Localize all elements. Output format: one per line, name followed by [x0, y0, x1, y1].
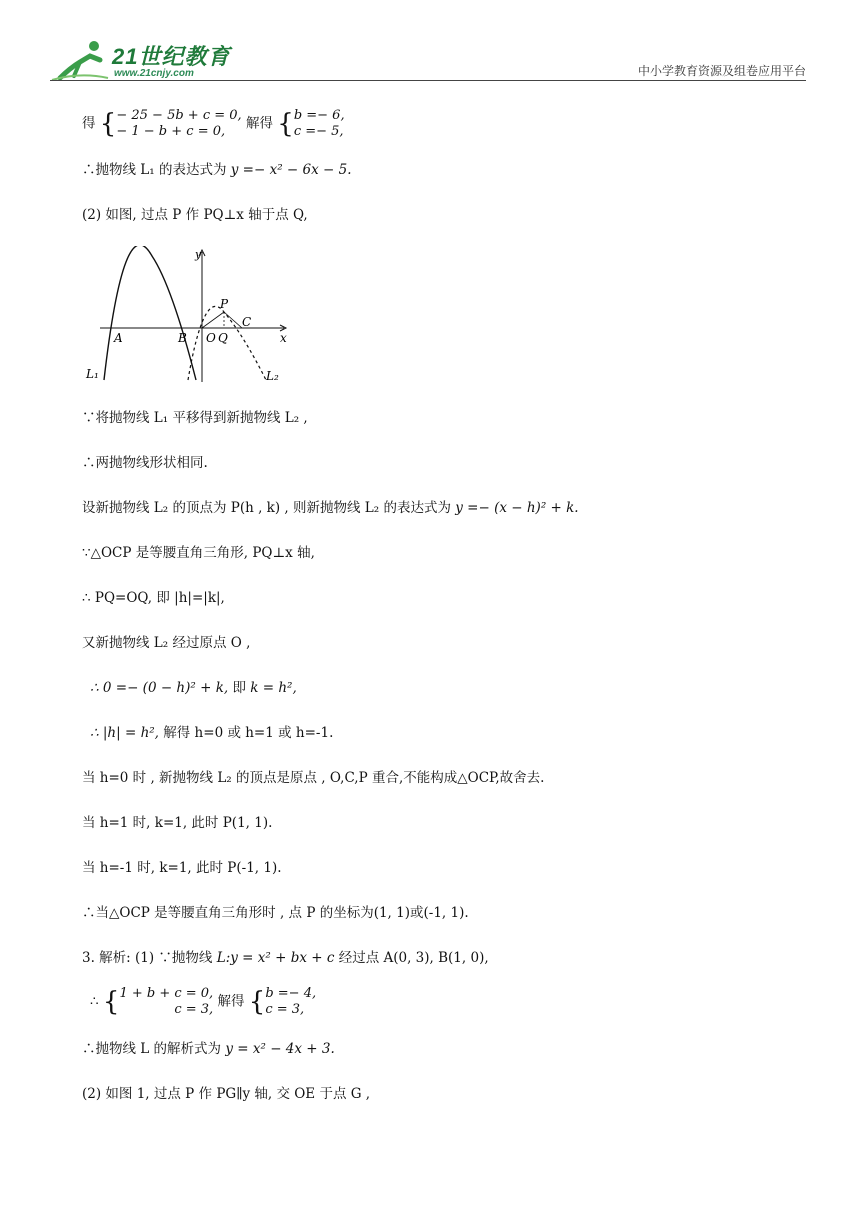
- formula: y =− (x − h)² + k.: [455, 500, 579, 516]
- line-3: (2) 如图, 过点 P 作 PQ⊥x 轴于点 Q,: [82, 207, 308, 223]
- line-18: [82, 1040, 335, 1058]
- formula: y = x² − 4x + 3.: [225, 1041, 335, 1057]
- label-C: C: [242, 315, 252, 329]
- line-10: [90, 679, 297, 697]
- line-16: [82, 949, 489, 967]
- equation-system-2: { b =− 6, c =− 5,: [277, 108, 345, 139]
- text: 解得: [217, 993, 245, 1010]
- label-Q: Q: [218, 331, 228, 345]
- segment-PC: [224, 312, 242, 328]
- text: ∴抛物线 L 的解析式为: [82, 1041, 222, 1057]
- label-L1: L₁: [86, 367, 99, 381]
- equation-row: c = 3,: [265, 1002, 305, 1017]
- line-1: [82, 108, 345, 140]
- label-B: B: [178, 331, 187, 345]
- text: 得: [82, 115, 96, 132]
- label-P: P: [220, 297, 229, 311]
- text: ∴: [90, 993, 99, 1010]
- line-11: [90, 724, 333, 742]
- label-y: y: [195, 248, 202, 261]
- parabola-L1: [104, 246, 196, 380]
- equation-row: − 25 − 5b + c = 0,: [116, 108, 242, 123]
- site-name: 中小学教育资源及组卷应用平台: [637, 64, 806, 78]
- equation-row: b =− 6,: [293, 108, 345, 123]
- logo: [50, 38, 240, 84]
- text: 即: [232, 680, 246, 696]
- label-A: A: [114, 331, 123, 345]
- equation-row: 1 + b + c = 0,: [119, 986, 214, 1001]
- line-19: (2) 如图 1, 过点 P 作 PG∥y 轴, 交 OE 于点 G ,: [82, 1086, 371, 1102]
- page-header: [50, 32, 806, 84]
- label-O: O: [206, 331, 216, 345]
- line-9: 又新抛物线 L₂ 经过原点 O ,: [82, 635, 251, 651]
- line-6: [82, 499, 579, 517]
- equation-row: b =− 4,: [265, 986, 317, 1001]
- text: 设新抛物线 L₂ 的顶点为 P(h , k) , 则新抛物线 L₂ 的表达式为: [82, 500, 451, 516]
- header-divider: [50, 80, 806, 81]
- line-2: [82, 161, 352, 179]
- equation-system-3: { 1 + b + c = 0, c = 3,: [102, 986, 214, 1017]
- formula: y =− x² − 6x − 5.: [230, 162, 352, 178]
- text: 经过点 A(0, 3), B(1, 0),: [338, 950, 489, 966]
- logo-text: 21世纪教育: [112, 44, 231, 69]
- formula: L:y = x² + bx + c: [216, 950, 335, 966]
- line-5: ∴两抛物线形状相同.: [82, 455, 208, 471]
- line-15: ∴当△OCP 是等腰直角三角形时 , 点 P 的坐标为(1, 1)或(-1, 1).: [82, 905, 469, 921]
- equation-row: c =− 5,: [293, 124, 344, 139]
- line-14: 当 h=-1 时, k=1, 此时 P(-1, 1).: [82, 860, 282, 876]
- equation-system-1: { − 25 − 5b + c = 0, − 1 − b + c = 0,: [99, 108, 242, 139]
- parabola-figure: [84, 246, 294, 386]
- line-4: ∵将抛物线 L₁ 平移得到新抛物线 L₂ ,: [82, 410, 308, 426]
- text: 3. 解析: (1) ∵抛物线: [82, 950, 213, 966]
- runner-logo-icon: [50, 38, 110, 82]
- text: 解得 h=0 或 h=1 或 h=-1.: [163, 725, 334, 741]
- formula: k = h²,: [250, 680, 297, 696]
- label-L2: L₂: [266, 369, 279, 383]
- label-x: x: [280, 331, 287, 345]
- text: 解得: [245, 115, 273, 132]
- line-12: 当 h=0 时 , 新抛物线 L₂ 的顶点是原点 , O,C,P 重合,不能构成△OCP,故舍去.: [82, 770, 545, 786]
- equation-row: − 1 − b + c = 0,: [116, 124, 226, 139]
- formula: ∴ |h| = h²,: [90, 725, 159, 741]
- equation-row: c = 3,: [174, 1002, 214, 1017]
- line-8: ∴ PQ=OQ, 即 |h|=|k|,: [82, 590, 225, 606]
- equation-system-4: { b =− 4, c = 3,: [248, 986, 317, 1017]
- text: ∴抛物线 L₁ 的表达式为: [82, 162, 227, 178]
- formula: ∴ 0 =− (0 − h)² + k,: [90, 680, 229, 696]
- logo-subtext: www.21cnjy.com: [114, 68, 194, 79]
- line-7: ∵△OCP 是等腰直角三角形, PQ⊥x 轴,: [82, 545, 315, 561]
- line-17: [90, 986, 316, 1018]
- line-13: 当 h=1 时, k=1, 此时 P(1, 1).: [82, 815, 273, 831]
